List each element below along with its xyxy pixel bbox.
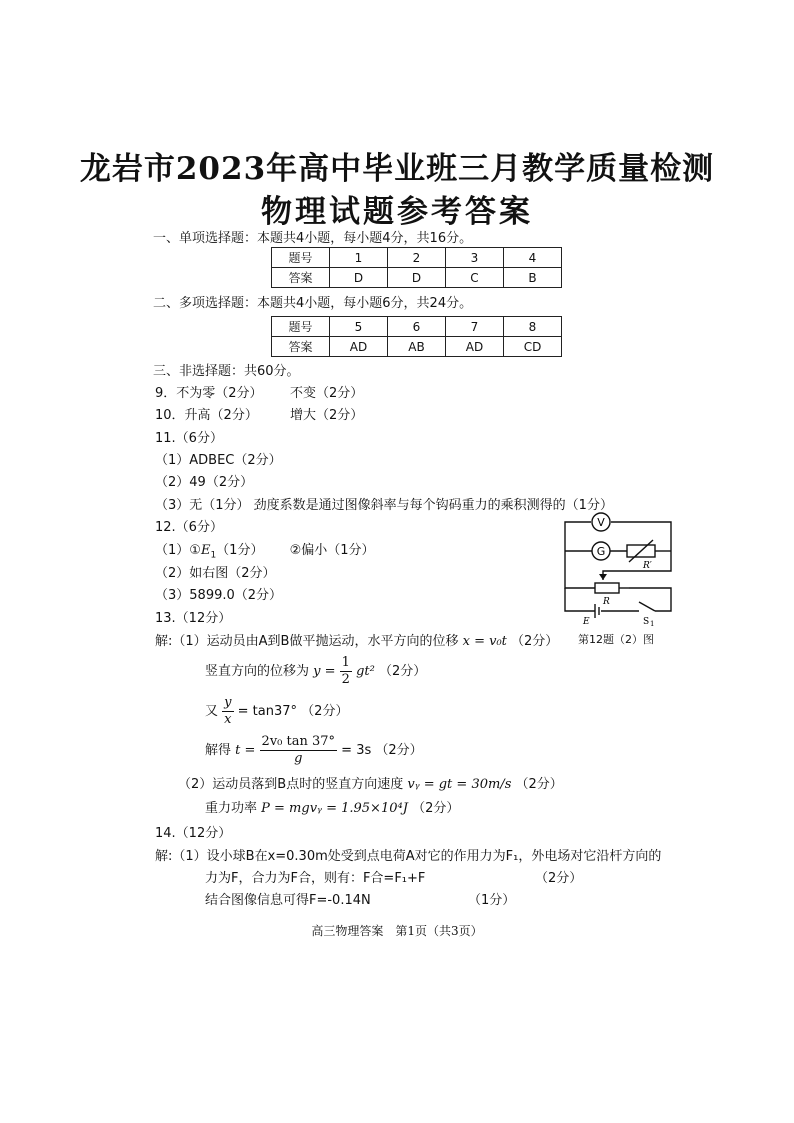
table-cell: AB xyxy=(388,337,446,357)
emf-label: E xyxy=(583,617,590,627)
q13-line1 xyxy=(155,633,558,651)
fraction-numerator: 1 xyxy=(341,655,350,670)
emf-subscript: 1 xyxy=(210,550,217,561)
section2-heading: 二、多项选择题：本题共4小题，每小题6分，共24分。 xyxy=(153,296,473,311)
table-cell: 答案 xyxy=(272,268,330,288)
switch-label: S xyxy=(643,617,650,627)
switch-subscript: 1 xyxy=(650,620,655,628)
section1-heading: 一、单项选择题：本题共4小题，每小题4分，共16分。 xyxy=(153,231,473,246)
q13-line4-eq-b: = 3s xyxy=(341,743,372,758)
q13-line5-score: （2分） xyxy=(515,777,563,792)
title-line-2: 物理试题参考答案 xyxy=(261,194,533,230)
q13-line1-score: （2分） xyxy=(511,634,559,649)
q11-heading: 11.（6分） xyxy=(155,431,223,446)
q13-line3-equation: = tan37° xyxy=(237,704,298,719)
q12-part1-label: （1）① xyxy=(155,543,201,558)
q12-part3: （3）5899.0（2分） xyxy=(155,588,283,603)
table-cell: D xyxy=(330,268,388,288)
q13-line4-score: （2分） xyxy=(375,743,423,758)
fraction xyxy=(340,655,352,688)
table-cell: CD xyxy=(504,337,562,357)
fraction-numerator: 2v₀ tan 37° xyxy=(261,734,336,749)
resistor-r-icon xyxy=(595,583,619,593)
fraction-numerator: y xyxy=(224,695,232,710)
table-cell: 题号 xyxy=(272,317,330,337)
table-cell: B xyxy=(504,268,562,288)
q9-answer-a: 9．不为零（2分） xyxy=(155,386,263,401)
q13-line6-equation: P = mgvᵧ = 1.95×10⁴J xyxy=(261,801,408,816)
circuit-wire xyxy=(565,522,591,551)
q13-line6-text: 重力功率 xyxy=(205,801,258,816)
rprime-label: R′ xyxy=(643,561,652,571)
q13-line3 xyxy=(205,695,348,728)
q13-line2-eq-a: y = xyxy=(313,664,336,679)
battery-icon xyxy=(595,604,599,618)
table-cell: 1 xyxy=(330,248,388,268)
q14-line3: 结合图像信息可得F=-0.14N xyxy=(205,893,371,908)
rheostat-arrow-icon xyxy=(629,540,653,562)
q12-part1-score: （1分） xyxy=(216,543,264,558)
table-cell: C xyxy=(446,268,504,288)
fraction xyxy=(260,734,337,767)
q12-part1 xyxy=(155,542,375,565)
galvanometer-label: G xyxy=(596,545,606,558)
table-cell: AD xyxy=(446,337,504,357)
q13-line3-score: （2分） xyxy=(301,704,349,719)
table-row xyxy=(272,337,562,357)
q12-figure-caption: 第12题（2）图 xyxy=(578,633,654,646)
q14-line2: 力为F，合力为F合，则有：F合=F₁+F xyxy=(205,871,426,886)
q11-part1: （1）ADBEC（2分） xyxy=(155,453,282,468)
q12-circuit-diagram xyxy=(555,508,685,628)
q12-heading: 12.（6分） xyxy=(155,520,223,535)
emf-symbol: E xyxy=(200,543,211,558)
r-label: R xyxy=(603,597,610,607)
q13-heading: 13.（12分） xyxy=(155,611,232,626)
table-cell: 8 xyxy=(504,317,562,337)
q13-line5-equation: vᵧ = gt = 30m/s xyxy=(407,777,512,792)
q14-line1: 解:（1）设小球B在x=0.30m处受到点电荷A对它的作用力为F₁，外电场对它沿杆方向的 xyxy=(155,849,662,864)
q13-line6-score: （2分） xyxy=(412,801,460,816)
table-cell: AD xyxy=(330,337,388,357)
switch-icon xyxy=(639,602,655,611)
q14-line3-score: （1分） xyxy=(468,893,516,908)
q13-line1-equation: x = v₀t xyxy=(462,634,507,649)
q13-line4-eq-a: t = xyxy=(235,743,256,758)
page-footer: 高三物理答案 第1页（共3页） xyxy=(311,924,483,938)
circuit-wire xyxy=(565,588,595,611)
table-cell: D xyxy=(388,268,446,288)
q13-line1-text: 解:（1）运动员由A到B做平抛运动，水平方向的位移 xyxy=(155,634,459,649)
table-cell: 7 xyxy=(446,317,504,337)
circuit-wire xyxy=(565,551,595,588)
table-row xyxy=(272,317,562,337)
table-cell: 答案 xyxy=(272,337,330,357)
q13-line2-text: 竖直方向的位移为 xyxy=(205,664,310,679)
table-row xyxy=(272,248,562,268)
q13-line5-text: （2）运动员落到B点时的竖直方向速度 xyxy=(178,777,404,792)
table-cell: 2 xyxy=(388,248,446,268)
slider-arrow-icon xyxy=(599,574,607,580)
q9-answer-b: 不变（2分） xyxy=(290,386,364,401)
q13-line5 xyxy=(178,776,563,794)
table-cell: 3 xyxy=(446,248,504,268)
voltmeter-label: V xyxy=(597,516,605,529)
q13-line3-text: 又 xyxy=(205,704,219,719)
q12-part1-second: ②偏小（1分） xyxy=(289,543,375,558)
q11-part2: （2）49（2分） xyxy=(155,475,254,490)
q13-line6 xyxy=(205,800,459,818)
section1-answer-table xyxy=(271,247,562,288)
q10-answer-b: 增大（2分） xyxy=(290,408,364,423)
fraction-denominator: x xyxy=(224,712,232,727)
section2-answer-table xyxy=(271,316,562,357)
q13-line4-text: 解得 xyxy=(205,743,232,758)
table-cell: 6 xyxy=(388,317,446,337)
table-cell: 5 xyxy=(330,317,388,337)
q13-line2-score: （2分） xyxy=(379,664,427,679)
q13-line2-eq-b: gt² xyxy=(356,664,375,679)
q14-line2-score: （2分） xyxy=(535,871,583,886)
section3-heading: 三、非选择题：共60分。 xyxy=(153,364,300,379)
fraction-denominator: 2 xyxy=(341,672,350,687)
table-row xyxy=(272,268,562,288)
q10-answer-a: 10．升高（2分） xyxy=(155,408,258,423)
q12-part2: （2）如右图（2分） xyxy=(155,566,276,581)
q13-line4 xyxy=(205,734,423,767)
fraction-denominator: g xyxy=(294,751,303,766)
title-line-1: 龙岩市2023年高中毕业班三月教学质量检测 xyxy=(79,151,715,187)
q13-line2 xyxy=(205,655,426,688)
q14-heading: 14.（12分） xyxy=(155,826,232,841)
fraction xyxy=(222,695,233,728)
circuit-wire xyxy=(611,522,671,551)
table-cell: 4 xyxy=(504,248,562,268)
q11-part3: （3）无（1分） 劲度系数是通过图像斜率与每个钩码重力的乘积测得的（1分） xyxy=(155,498,613,513)
table-cell: 题号 xyxy=(272,248,330,268)
